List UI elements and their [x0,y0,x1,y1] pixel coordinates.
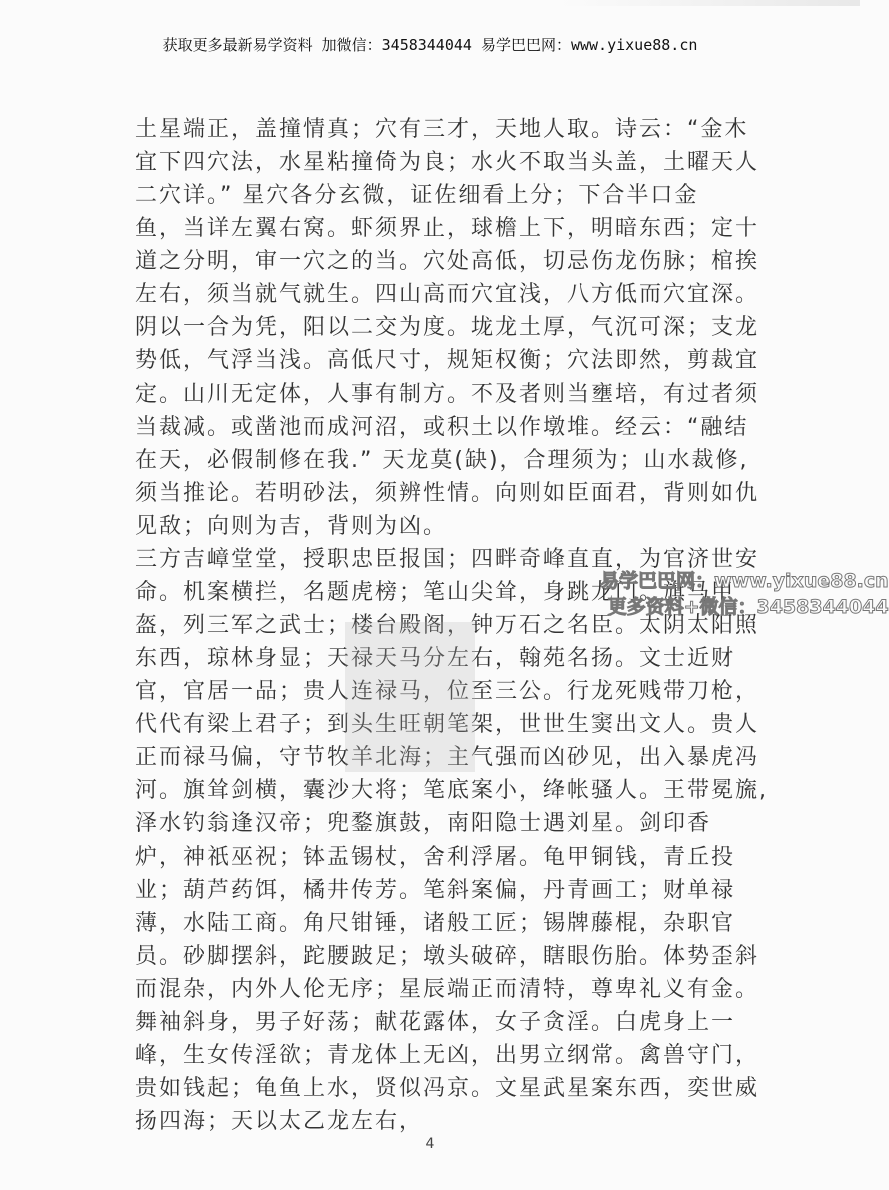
text-line: 泽水钓翁逢汉帝；兜鍪旗鼓，南阳隐士遇刘星。剑印香 [135,811,712,837]
text-line: 代代有梁上君子；到头生旺朝笔架，世世生窦出文人。贵人 [135,712,760,738]
text-line: 峰，生女传淫欲；青龙体上无凶，出男立纲常。禽兽守门， [135,1042,760,1068]
scan-smudge [345,622,475,772]
text-line: 在天，必假制修在我.” 天龙莫(缺)，合理须为；山水裁修, [135,447,749,473]
text-line: 道之分明，审一穴之的当。穴处高低，切忌伤龙伤脉；棺挨 [135,249,760,275]
text-line: 东西，琼林身显；天禄天马分左右，翰苑名扬。文士近财 [135,646,736,672]
text-line: 命。机案横拦，名题虎榜；笔山尖耸，身跳龙门。旗马甲 [135,579,736,605]
text-line: 阴以一合为凭，阳以二交为度。垅龙土厚，气沉可深；支龙 [135,315,760,341]
text-line: 鱼，当详左翼右窝。虾须界止，球檐上下，明暗东西；定十 [135,216,760,242]
text-line: 贵如钱起；龟鱼上水，贤似冯京。文星武星案东西，奕世威 [135,1076,760,1102]
text-line: 见敌；向则为吉，背则为凶。 [135,513,448,539]
page-number: 4 [425,1136,435,1152]
text-line: 业；葫芦药饵，橘井传芳。笔斜案偏，丹青画工；财单禄 [135,877,736,903]
text-line: 舞袖斜身，男子好荡；献花露体，女子贪淫。白虎身上一 [135,1009,736,1035]
watermark-line-2: 更多资料+微信：3458344044 [607,596,889,618]
text-line: 而混杂，内外人伦无序；星辰端正而清特，尊卑礼义有金。 [135,976,760,1002]
text-line: 定。山川无定体，人事有制方。不及者则当壅培，有过者须 [135,381,760,407]
text-line: 左右，须当就气就生。四山高而穴宜浅，八方低而穴宜深。 [135,282,760,308]
text-line: 河。旗耸剑横，囊沙大将；笔底案小，绛帐骚人。王带冕旒, [135,778,768,804]
page-header: 获取更多最新易学资料 加微信：3458344044 易学巴巴网：www.yixue88.cn [162,36,698,54]
text-line: 势低，气浮当浅。高低尺寸，规矩权衡；穴法即然，剪裁宜 [135,348,760,374]
text-line: 炉，神祇巫祝；钵盂锡杖，舍利浮屠。龟甲铜钱，青丘投 [135,844,736,870]
text-line: 三方吉嶂堂堂，授职忠臣报国；四畔奇峰直直，为官济世安 [135,546,760,572]
watermark-line-1: 易学巴巴网：www.yixue88.cn [600,570,889,592]
text-line: 正而禄马偏，守节牧羊北海；主气强而凶砂见，出入暴虎冯 [135,745,760,771]
text-line: 须当推论。若明砂法，须辨性情。向则如臣面君，背则如仇 [135,480,760,506]
text-line: 盔，列三军之武士；楼台殿阁，钟万石之名臣。太阴太阳照 [135,613,760,639]
text-line: 员。砂脚摆斜，跎腰跛足；墩头破碎，瞎眼伤胎。体势歪斜 [135,943,760,969]
text-line: 二穴详。” 星穴各分玄微，证佐细看上分；下合半口金 [135,183,699,209]
text-line: 土星端正，盖撞情真；穴有三才，天地人取。诗云：“金木 [135,117,749,142]
scan-edge-shade [560,0,860,6]
text-line: 当裁减。或凿池而成河沼，或积土以作墩堆。经云：“融结 [135,414,749,440]
text-line: 宜下四穴法，水星粘撞倚为良；水火不取当头盖，土曜天人 [135,150,760,176]
text-line: 薄，水陆工商。角尺钳锤，诸般工匠；锡牌藤棍，杂职官 [135,910,736,936]
text-line: 官，官居一品；贵人连禄马，位至三公。行龙死贱带刀枪， [135,679,760,705]
text-line: 扬四海；天以太乙龙左右， [135,1109,424,1135]
watermark [600,568,889,620]
